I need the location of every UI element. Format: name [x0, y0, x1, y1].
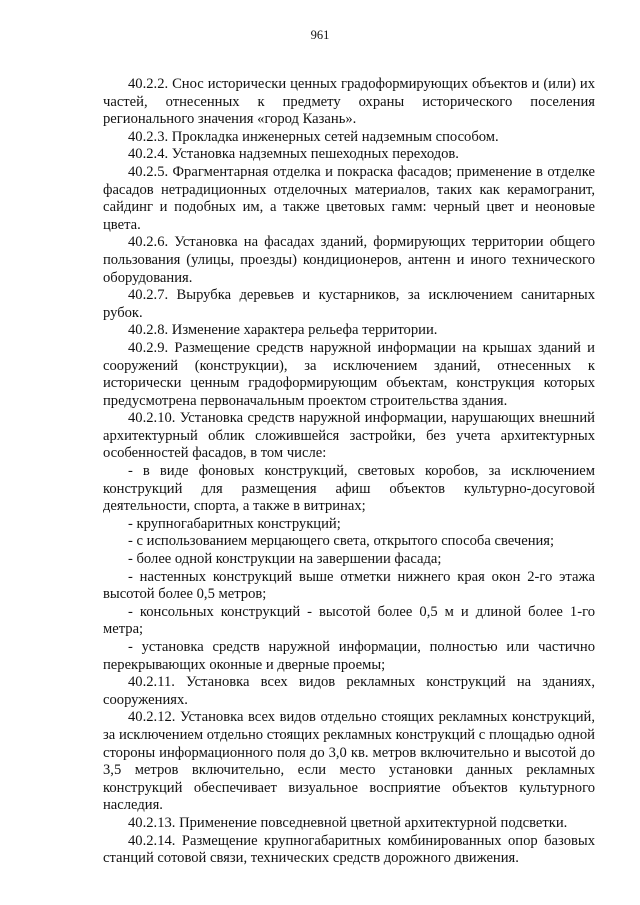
- paragraph-40-2-10: 40.2.10. Установка средств наружной информации, нарушающих внешний архитектурный облик сложившейся застройки, без учета архитектурных особенностей фасадов, в том числе:: [103, 410, 595, 462]
- paragraph-40-2-2: 40.2.2. Снос исторически ценных градоформирующих объектов и (или) их частей, отнесенных к предмету охраны исторического поселения регионального значения «город Казань».: [103, 76, 595, 128]
- paragraph-40-2-3: 40.2.3. Прокладка инженерных сетей надземным способом.: [128, 128, 499, 145]
- paragraph-40-2-8: 40.2.8. Изменение характера рельефа территории.: [128, 322, 438, 339]
- paragraph-40-2-7: 40.2.7. Вырубка деревьев и кустарников, за исключением санитарных рубок.: [103, 287, 595, 321]
- paragraph-40-2-12: 40.2.12. Установка всех видов отдельно стоящих рекламных конструкций, за исключением отдельно стоящих рекламных конструкций с площадью одной стороны информационного поля до 3,0 кв. метров включительно и высотой до 3,5 метров включительно, если место установки данных рекламных конструкций обеспечивает визуальное восприятие объектов культурного наследия.: [103, 709, 595, 814]
- list-item-large-constructions: - крупногабаритных конструкций;: [128, 515, 341, 532]
- paragraph-40-2-9: 40.2.9. Размещение средств наружной информации на крышах зданий и сооружений (конструкции), за исключением зданий, отнесенных к исторически ценным градоформирующим объектам, конструкция которых предусмотрена первоначальным проектом строительства здания.: [103, 339, 595, 409]
- page-number: 961: [310, 28, 330, 42]
- list-item-window-overlap: - установка средств наружной информации, полностью или частично перекрывающих оконные и дверные проемы;: [103, 639, 595, 673]
- paragraph-40-2-6: 40.2.6. Установка на фасадах зданий, формирующих территории общего пользования (улицы, проезды) кондиционеров, антенн и иного технического оборудования.: [103, 234, 595, 286]
- list-item-background-constructions: - в виде фоновых конструкций, световых коробов, за исключением конструкций для размещения афиш объектов культурно-досуговой деятельности, спорта, а также в витринах;: [103, 463, 595, 515]
- document-body: [103, 76, 595, 868]
- list-item-console-constructions: - консольных конструкций - высотой более 0,5 м и длиной более 1-го метра;: [103, 603, 595, 638]
- list-item-wall-constructions: - настенных конструкций выше отметки нижнего края окон 2-го этажа высотой более 0,5 метров;: [103, 568, 595, 603]
- list-item-facade-completion: - более одной конструкции на завершении фасада;: [128, 551, 442, 568]
- paragraph-40-2-4: 40.2.4. Установка надземных пешеходных переходов.: [128, 146, 459, 163]
- paragraph-40-2-11: 40.2.11. Установка всех видов рекламных конструкций на зданиях, сооружениях.: [103, 674, 595, 708]
- paragraph-40-2-14: 40.2.14. Размещение крупногабаритных комбинированных опор базовых станций сотовой связи, технических средств дорожного движения.: [103, 832, 595, 867]
- list-item-flickering-light: - с использованием мерцающего света, открытого способа свечения;: [128, 533, 555, 550]
- paragraph-40-2-5: 40.2.5. Фрагментарная отделка и покраска фасадов; применение в отделке фасадов нетрадиционных отделочных материалов, таких как керамогранит, сайдинг и подобных им, а также цветовых гамм: черный цвет и неоновые цвета.: [103, 163, 595, 233]
- paragraph-40-2-13: 40.2.13. Применение повседневной цветной архитектурной подсветки.: [128, 814, 568, 831]
